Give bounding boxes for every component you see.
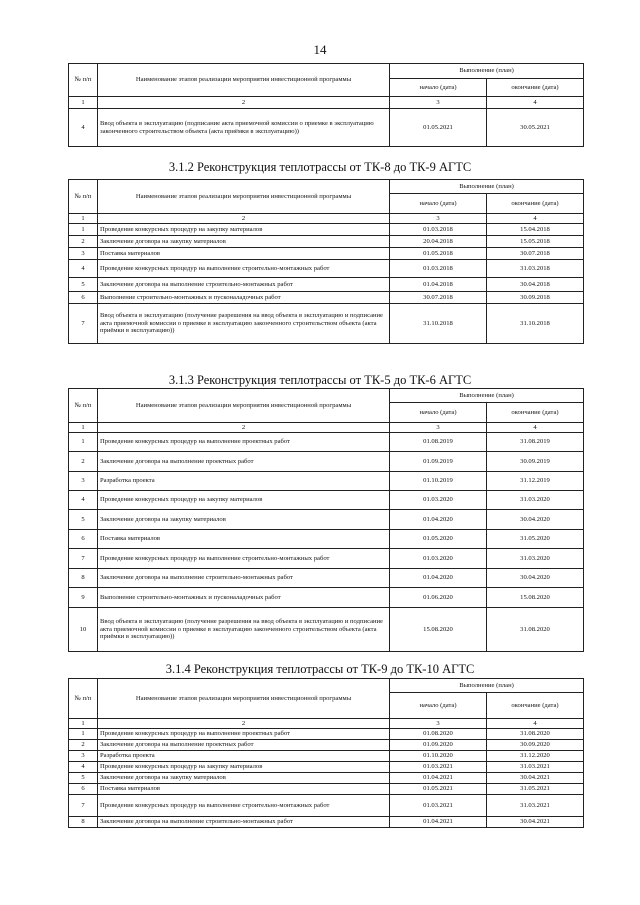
column-number: 1 (69, 719, 98, 729)
stage-name: Проведение конкурсных процедур на выполнение строительно-монтажных работ (98, 549, 390, 569)
row-number: 7 (69, 304, 98, 344)
header-num: № п/п (69, 180, 98, 214)
stage-name: Проведение конкурсных процедур на выполнение проектных работ (98, 729, 390, 740)
table-row (69, 472, 584, 491)
header-num: № п/п (69, 679, 98, 719)
header-start-date: начало (дата) (390, 693, 487, 719)
table-row (69, 729, 584, 740)
header-end-date: окончание (дата) (487, 79, 584, 97)
row-number: 4 (69, 491, 98, 510)
row-number: 3 (69, 248, 98, 260)
column-number: 2 (98, 214, 390, 224)
header-execution: Выполнение (план) (390, 180, 584, 194)
header-start-date: начало (дата) (390, 79, 487, 97)
start-date: 01.08.2020 (390, 729, 487, 740)
row-number: 1 (69, 729, 98, 740)
column-number: 3 (390, 719, 487, 729)
column-number: 1 (69, 97, 98, 109)
end-date: 15.05.2018 (487, 236, 584, 248)
column-number-row (69, 97, 584, 109)
table-row (69, 109, 584, 147)
table-continued (68, 63, 584, 147)
column-number: 2 (98, 97, 390, 109)
stage-name: Заключение договора на выполнение строительно-монтажных работ (98, 569, 390, 588)
section-title-3-1-4: 3.1.4 Реконструкция теплотрассы от ТК-9 до ТК-10 АГТС (165, 662, 475, 676)
stage-name: Ввод объекта в эксплуатацию (получение разрешения на ввод объекта в эксплуатацию и подписание акта приемочной комиссии о приемке в эксплуатацию законченного строительством объекта (акта приёмки в эксплуатацию)) (98, 608, 390, 652)
start-date: 01.03.2020 (390, 549, 487, 569)
column-number: 2 (98, 719, 390, 729)
end-date: 31.08.2020 (487, 608, 584, 652)
end-date: 30.07.2018 (487, 248, 584, 260)
table-row (69, 762, 584, 773)
table-row (69, 740, 584, 751)
section-title-3-1-2: 3.1.2 Реконструкция теплотрассы от ТК-8 до ТК-9 АГТС (168, 160, 472, 174)
table-row (69, 236, 584, 248)
table-section-3-1-4 (68, 678, 584, 828)
header-stage-name: Наименование этапов реализации мероприятия инвестиционной программы (98, 679, 390, 719)
table-row (69, 260, 584, 278)
start-date: 01.04.2020 (390, 510, 487, 530)
end-date: 31.03.2018 (487, 260, 584, 278)
column-number: 4 (487, 214, 584, 224)
row-number: 4 (69, 762, 98, 773)
row-number: 4 (69, 109, 98, 147)
start-date: 01.08.2019 (390, 433, 487, 452)
stage-name: Поставка материалов (98, 530, 390, 549)
start-date: 01.03.2020 (390, 491, 487, 510)
stage-name: Поставка материалов (98, 784, 390, 795)
header-row (69, 180, 584, 194)
header-end-date: окончание (дата) (487, 403, 584, 423)
table-section-3-1-3 (68, 388, 584, 652)
end-date: 31.03.2021 (487, 795, 584, 817)
start-date: 30.07.2018 (390, 292, 487, 304)
column-number: 4 (487, 423, 584, 433)
stage-name: Выполнение строительно-монтажных и пусконаладочных работ (98, 588, 390, 608)
table-row (69, 491, 584, 510)
table-row (69, 588, 584, 608)
header-execution: Выполнение (план) (390, 64, 584, 79)
end-date: 31.08.2020 (487, 729, 584, 740)
column-number-row (69, 719, 584, 729)
column-number: 3 (390, 214, 487, 224)
row-number: 2 (69, 452, 98, 472)
row-number: 8 (69, 817, 98, 828)
start-date: 01.03.2018 (390, 260, 487, 278)
header-start-date: начало (дата) (390, 403, 487, 423)
column-number-row (69, 214, 584, 224)
column-number: 1 (69, 214, 98, 224)
header-end-date: окончание (дата) (487, 693, 584, 719)
stage-name: Проведение конкурсных процедур на закупку материалов (98, 224, 390, 236)
page-number: 14 (313, 42, 327, 57)
stage-name: Поставка материалов (98, 248, 390, 260)
start-date: 01.10.2020 (390, 751, 487, 762)
end-date: 31.03.2021 (487, 762, 584, 773)
start-date: 01.05.2018 (390, 248, 487, 260)
table-row (69, 292, 584, 304)
table-row (69, 784, 584, 795)
start-date: 20.04.2018 (390, 236, 487, 248)
stage-name: Ввод объекта в эксплуатацию (подписание акта приемочной комиссии о приемке в эксплуатацию законченного строительством объекта (акта приёмки в эксплуатацию)) (98, 109, 390, 147)
section-title-3-1-3: 3.1.3 Реконструкция теплотрассы от ТК-5 до ТК-6 АГТС (168, 373, 472, 387)
end-date: 30.04.2018 (487, 278, 584, 292)
header-row (69, 64, 584, 79)
start-date: 01.04.2018 (390, 278, 487, 292)
start-date: 01.03.2021 (390, 762, 487, 773)
end-date: 15.04.2018 (487, 224, 584, 236)
table-row (69, 224, 584, 236)
table-row (69, 304, 584, 344)
row-number: 1 (69, 224, 98, 236)
start-date: 01.06.2020 (390, 588, 487, 608)
header-execution: Выполнение (план) (390, 679, 584, 693)
end-date: 30.09.2019 (487, 452, 584, 472)
end-date: 30.04.2020 (487, 510, 584, 530)
row-number: 1 (69, 433, 98, 452)
stage-name: Проведение конкурсных процедур на выполнение строительно-монтажных работ (98, 795, 390, 817)
column-number: 1 (69, 423, 98, 433)
header-execution: Выполнение (план) (390, 389, 584, 403)
end-date: 30.05.2021 (487, 109, 584, 147)
start-date: 01.05.2020 (390, 530, 487, 549)
start-date: 01.05.2021 (390, 109, 487, 147)
table-row (69, 278, 584, 292)
end-date: 30.09.2018 (487, 292, 584, 304)
row-number: 5 (69, 510, 98, 530)
row-number: 7 (69, 795, 98, 817)
stage-name: Заключение договора на закупку материалов (98, 510, 390, 530)
table-row (69, 773, 584, 784)
row-number: 5 (69, 773, 98, 784)
row-number: 2 (69, 236, 98, 248)
header-stage-name: Наименование этапов реализации мероприятия инвестиционной программы (98, 389, 390, 423)
header-stage-name: Наименование этапов реализации мероприятия инвестиционной программы (98, 180, 390, 214)
start-date: 01.09.2019 (390, 452, 487, 472)
header-end-date: окончание (дата) (487, 194, 584, 214)
end-date: 30.04.2021 (487, 773, 584, 784)
table-section-3-1-2 (68, 179, 584, 344)
end-date: 30.04.2020 (487, 569, 584, 588)
end-date: 31.08.2019 (487, 433, 584, 452)
header-num: № п/п (69, 64, 98, 97)
stage-name: Заключение договора на закупку материалов (98, 236, 390, 248)
table-row (69, 817, 584, 828)
start-date: 01.04.2021 (390, 817, 487, 828)
stage-name: Проведение конкурсных процедур на закупку материалов (98, 762, 390, 773)
stage-name: Заключение договора на выполнение строительно-монтажных работ (98, 817, 390, 828)
row-number: 6 (69, 784, 98, 795)
row-number: 3 (69, 751, 98, 762)
start-date: 01.04.2021 (390, 773, 487, 784)
end-date: 31.12.2019 (487, 472, 584, 491)
row-number: 10 (69, 608, 98, 652)
table-row (69, 248, 584, 260)
stage-name: Разработка проекта (98, 751, 390, 762)
header-row (69, 679, 584, 693)
stage-name: Заключение договора на выполнение проектных работ (98, 452, 390, 472)
table-row (69, 510, 584, 530)
stage-name: Заключение договора на закупку материалов (98, 773, 390, 784)
row-number: 8 (69, 569, 98, 588)
end-date: 31.05.2021 (487, 784, 584, 795)
header-num: № п/п (69, 389, 98, 423)
row-number: 4 (69, 260, 98, 278)
stage-name: Выполнение строительно-монтажных и пусконаладочных работ (98, 292, 390, 304)
stage-name: Ввод объекта в эксплуатацию (получение разрешения на ввод объекта в эксплуатацию и подписание акта приемочной комиссии о приемке в эксплуатацию законченного строительством объекта (акта приёмки в эксплуатацию)) (98, 304, 390, 344)
table-row (69, 433, 584, 452)
start-date: 15.08.2020 (390, 608, 487, 652)
table-row (69, 530, 584, 549)
header-row (69, 389, 584, 403)
start-date: 31.10.2018 (390, 304, 487, 344)
start-date: 01.04.2020 (390, 569, 487, 588)
end-date: 31.12.2020 (487, 751, 584, 762)
column-number: 4 (487, 97, 584, 109)
stage-name: Разработка проекта (98, 472, 390, 491)
end-date: 31.03.2020 (487, 491, 584, 510)
table-row (69, 795, 584, 817)
column-number: 3 (390, 423, 487, 433)
start-date: 01.10.2019 (390, 472, 487, 491)
row-number: 9 (69, 588, 98, 608)
row-number: 5 (69, 278, 98, 292)
start-date: 01.03.2018 (390, 224, 487, 236)
stage-name: Заключение договора на выполнение проектных работ (98, 740, 390, 751)
table-row (69, 751, 584, 762)
table-row (69, 452, 584, 472)
column-number: 3 (390, 97, 487, 109)
table-row (69, 608, 584, 652)
end-date: 30.04.2021 (487, 817, 584, 828)
end-date: 31.05.2020 (487, 530, 584, 549)
row-number: 2 (69, 740, 98, 751)
column-number: 4 (487, 719, 584, 729)
end-date: 30.09.2020 (487, 740, 584, 751)
start-date: 01.05.2021 (390, 784, 487, 795)
start-date: 01.03.2021 (390, 795, 487, 817)
stage-name: Проведение конкурсных процедур на закупку материалов (98, 491, 390, 510)
column-number: 2 (98, 423, 390, 433)
header-stage-name: Наименование этапов реализации мероприятия инвестиционной программы (98, 64, 390, 97)
stage-name: Проведение конкурсных процедур на выполнение проектных работ (98, 433, 390, 452)
start-date: 01.09.2020 (390, 740, 487, 751)
end-date: 15.08.2020 (487, 588, 584, 608)
column-number-row (69, 423, 584, 433)
table-row (69, 549, 584, 569)
row-number: 7 (69, 549, 98, 569)
end-date: 31.10.2018 (487, 304, 584, 344)
table-row (69, 569, 584, 588)
row-number: 6 (69, 530, 98, 549)
row-number: 6 (69, 292, 98, 304)
stage-name: Проведение конкурсных процедур на выполнение строительно-монтажных работ (98, 260, 390, 278)
row-number: 3 (69, 472, 98, 491)
stage-name: Заключение договора на выполнение строительно-монтажных работ (98, 278, 390, 292)
end-date: 31.03.2020 (487, 549, 584, 569)
header-start-date: начало (дата) (390, 194, 487, 214)
